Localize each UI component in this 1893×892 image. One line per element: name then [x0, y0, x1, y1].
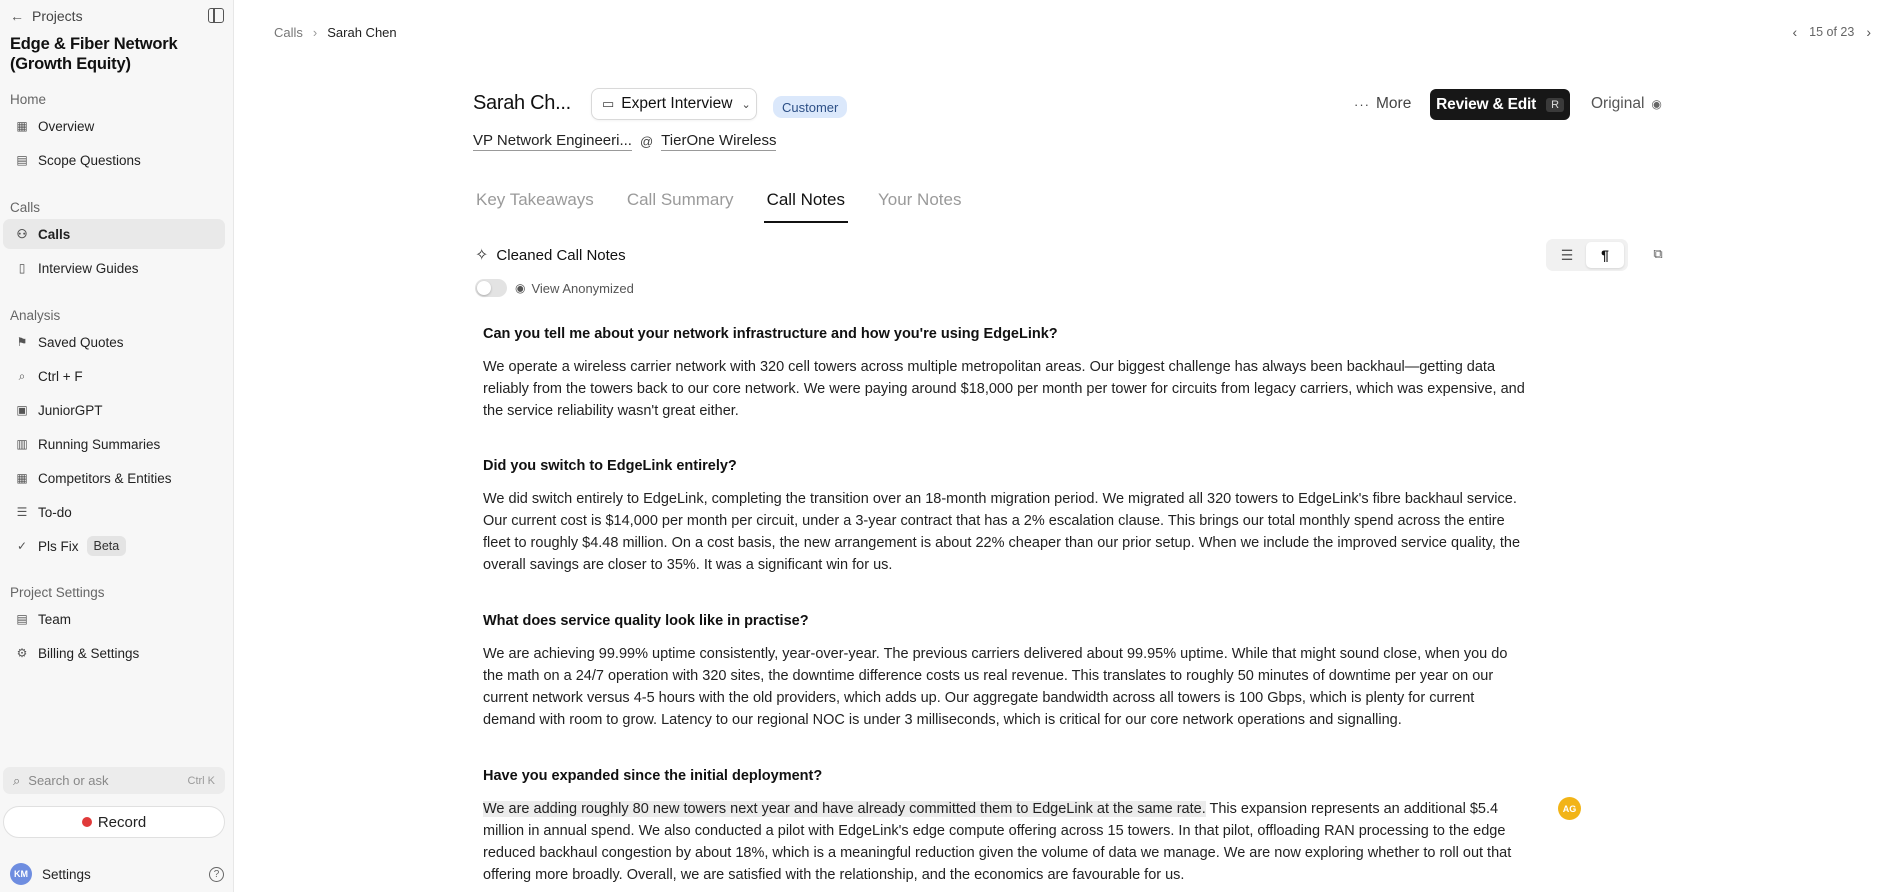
answer-text: [483, 798, 1528, 886]
book-icon: ▯: [18, 261, 26, 275]
sidebar-item-label: Interview Guides: [38, 260, 139, 276]
help-icon[interactable]: ?: [209, 867, 224, 882]
sidebar-item-label: JuniorGPT: [38, 402, 103, 418]
at-sign: @: [639, 133, 654, 149]
sidebar-item-ctrl-f[interactable]: [3, 361, 225, 391]
sidebar-item-saved-quotes[interactable]: [3, 327, 225, 357]
anonymize-toggle[interactable]: [475, 279, 507, 297]
paragraph-view-icon[interactable]: ¶: [1586, 242, 1624, 268]
sidebar-item-pls-fix[interactable]: [3, 531, 225, 561]
sidebar-toggle-icon[interactable]: [208, 8, 224, 23]
sidebar-item-label: Saved Quotes: [38, 334, 124, 350]
sidebar-item-overview[interactable]: [3, 111, 225, 141]
tab-key-takeaways[interactable]: Key Takeaways: [476, 190, 594, 209]
original-button[interactable]: [1591, 93, 1662, 115]
call-type-label: Expert Interview: [621, 95, 733, 112]
settings-row[interactable]: [10, 863, 224, 885]
review-edit-button[interactable]: [1430, 89, 1570, 120]
sidebar-item-label: Pls Fix: [38, 538, 79, 554]
sidebar-item-label: Scope Questions: [38, 152, 141, 168]
notes-tabs: [473, 188, 991, 223]
arrow-left-icon[interactable]: ←: [10, 8, 24, 24]
record-button[interactable]: [3, 806, 225, 838]
qa-block: [483, 766, 1528, 886]
expert-company[interactable]: TierOne Wireless: [661, 131, 777, 149]
call-type-dropdown[interactable]: [591, 88, 757, 120]
qa-block: [483, 324, 1528, 422]
document-icon: ▤: [16, 153, 28, 167]
gear-icon: ⚙: [16, 646, 28, 660]
sidebar-item-todo[interactable]: [3, 497, 225, 527]
anonymize-row: [475, 279, 634, 297]
tab-call-summary[interactable]: Call Summary: [626, 190, 734, 209]
expert-role[interactable]: VP Network Engineeri...: [473, 131, 632, 149]
sidebar-item-competitors-entities[interactable]: [3, 463, 225, 493]
section-label-project-settings: Project Settings: [10, 585, 105, 600]
list-view-icon[interactable]: ☰: [1560, 246, 1574, 263]
sidebar-item-label: Running Summaries: [38, 436, 161, 452]
original-label: Original: [1591, 95, 1645, 112]
review-edit-label: Review & Edit: [1436, 95, 1537, 113]
chat-bubble-icon: ▭: [602, 96, 615, 111]
more-dots-icon: ···: [1354, 96, 1370, 112]
notes-section-title: [475, 245, 626, 265]
chat-icon: ▣: [16, 403, 28, 417]
notes-title-label: Cleaned Call Notes: [496, 246, 626, 264]
sidebar-item-label: Overview: [38, 118, 95, 134]
breadcrumb: [274, 24, 397, 40]
sidebar-item-label: Competitors & Entities: [38, 470, 172, 486]
sidebar-item-team[interactable]: [3, 604, 225, 634]
highlighted-answer-text[interactable]: We are adding roughly 80 new towers next year and have already committed them to EdgeLink at the same rate.: [483, 801, 1206, 817]
review-shortcut: R: [1546, 98, 1564, 112]
sidebar-item-interview-guides[interactable]: [3, 253, 225, 283]
pager-label: 15 of 23: [1809, 25, 1855, 39]
summary-icon: ▥: [16, 437, 28, 451]
answer-text: We did switch entirely to EdgeLink, completing the transition over an 18-month migration period. We migrated all 320 towers to EdgeLink's fibre backhaul service. Our current cost is $14,000 per month per circuit, under a 3-year contract that has a 2% escalation clause. This brings our total monthly spend across the entire fleet to roughly $4.48 million. On a cost basis, the new arrangement is about 22% cheaper than our prior setup. When we include the improved service quality, the overall savings are closer to 35%. It was a significant win for us.: [483, 491, 1521, 573]
sidebar-item-scope-questions[interactable]: [3, 145, 225, 175]
sidebar-item-label: Ctrl + F: [38, 368, 83, 384]
chevron-down-icon: ⌄: [741, 98, 751, 111]
sidebar-item-billing-settings[interactable]: [3, 638, 225, 668]
record-label: Record: [97, 813, 147, 831]
sidebar-item-label: To-do: [38, 504, 72, 520]
sidebar: [0, 0, 234, 892]
sparkle-icon: ✧: [475, 247, 489, 264]
anonymize-label: View Anonymized: [531, 280, 634, 296]
expert-name: Sarah Ch...: [473, 92, 571, 114]
sidebar-item-label: Calls: [38, 226, 71, 242]
sidebar-item-label: Billing & Settings: [38, 645, 140, 661]
grid-icon: ▦: [16, 119, 28, 133]
answer-text: We operate a wireless carrier network with 320 cell towers across multiple metropolitan areas. Our biggest challenge has always been backhaul—getting data reliably from the towers back to our core network. We were paying around $18,000 per month per tower for circuits from legacy carriers, which was expensive, and the service reliability wasn't great either.: [483, 359, 1525, 419]
chevron-right-icon[interactable]: ›: [1866, 24, 1871, 40]
check-icon: ✓: [16, 539, 28, 553]
section-label-analysis: Analysis: [10, 308, 61, 323]
call-pager: [1780, 24, 1871, 40]
search-placeholder: Search or ask: [28, 773, 109, 788]
eye-icon: ◉: [1651, 97, 1662, 111]
question-text: Did you switch to EdgeLink entirely?: [483, 458, 737, 474]
settings-label[interactable]: Settings: [42, 866, 91, 882]
sidebar-item-calls[interactable]: [3, 219, 225, 249]
customer-badge: Customer: [773, 96, 847, 118]
qa-block: [483, 456, 1528, 576]
projects-link[interactable]: Projects: [32, 8, 83, 24]
sidebar-item-running-summaries[interactable]: [3, 429, 225, 459]
qa-block: [483, 611, 1528, 731]
search-icon: ⌕: [18, 368, 26, 383]
eye-icon: ◉: [515, 281, 526, 295]
expert-role-line: [473, 131, 776, 151]
question-text: What does service quality look like in practise?: [483, 613, 809, 629]
sidebar-item-label: Team: [38, 611, 72, 627]
tab-your-notes[interactable]: Your Notes: [877, 190, 962, 209]
answer-text: We are achieving 99.99% uptime consistently, year-over-year. The previous carriers delivered about 99.95% uptime. While that might sound close, when you do the math on a 24/7 operation with 320 sites, the downtime difference costs us real revenue. This translates to roughly 50 minutes of downtime per year on our current network versus 4-5 hours with the old providers, which adds up. Our aggregate bandwidth across all towers is 100 Gbps, which is plenty for current demand with room to grow. Latency to our regional NOC is under 3 milliseconds, which is critical for our core network operations and signalling.: [483, 646, 1508, 728]
project-title: Edge & Fiber Network (Growth Equity): [10, 35, 178, 73]
tab-call-notes[interactable]: Call Notes: [764, 188, 848, 223]
breadcrumb-current: Sarah Chen: [327, 24, 397, 40]
search-icon: ⌕: [13, 772, 21, 788]
chevron-left-icon[interactable]: ‹: [1792, 24, 1798, 40]
section-label-calls: Calls: [10, 200, 41, 215]
sidebar-top: [10, 8, 224, 24]
users-icon: ⚇: [16, 227, 28, 241]
breadcrumb-calls[interactable]: Calls: [274, 24, 303, 40]
question-text: Have you expanded since the initial deployment?: [483, 768, 823, 784]
chevron-right-icon: ›: [312, 24, 318, 40]
question-text: Can you tell me about your network infrastructure and how you're using EdgeLink?: [483, 326, 1058, 342]
list-icon: ☰: [16, 505, 28, 519]
more-label: More: [1376, 95, 1412, 112]
section-label-home: Home: [10, 92, 47, 107]
beta-badge: Beta: [87, 536, 127, 556]
sidebar-item-juniorgpt[interactable]: [3, 395, 225, 425]
record-dot-icon: [82, 817, 92, 827]
view-mode-switch: [1546, 239, 1628, 271]
answer-text-rest: This expansion represents an additional $5.4 million in annual spend. We also conducted a pilot with EdgeLink's edge compute offering across 15 towers. In that pilot, offloading RAN processing to the edge reduced backhaul congestion by about 18%, which is a meaningful reduction given the volume of data we manage. We are now exploring whether to roll out that offering more broadly. Overall, we are satisfied with the relationship, and the economics are favourable for us.: [483, 801, 1512, 883]
search-input[interactable]: [3, 767, 225, 794]
avatar[interactable]: KM: [10, 863, 32, 885]
more-button[interactable]: [1354, 93, 1411, 115]
team-icon: ▤: [16, 612, 28, 626]
comment-avatar[interactable]: AG: [1558, 797, 1581, 820]
search-shortcut: Ctrl K: [187, 774, 215, 787]
building-icon: ▦: [16, 471, 28, 485]
bookmark-icon: ⚑: [16, 335, 28, 349]
copy-icon[interactable]: ⧉: [1653, 246, 1663, 261]
